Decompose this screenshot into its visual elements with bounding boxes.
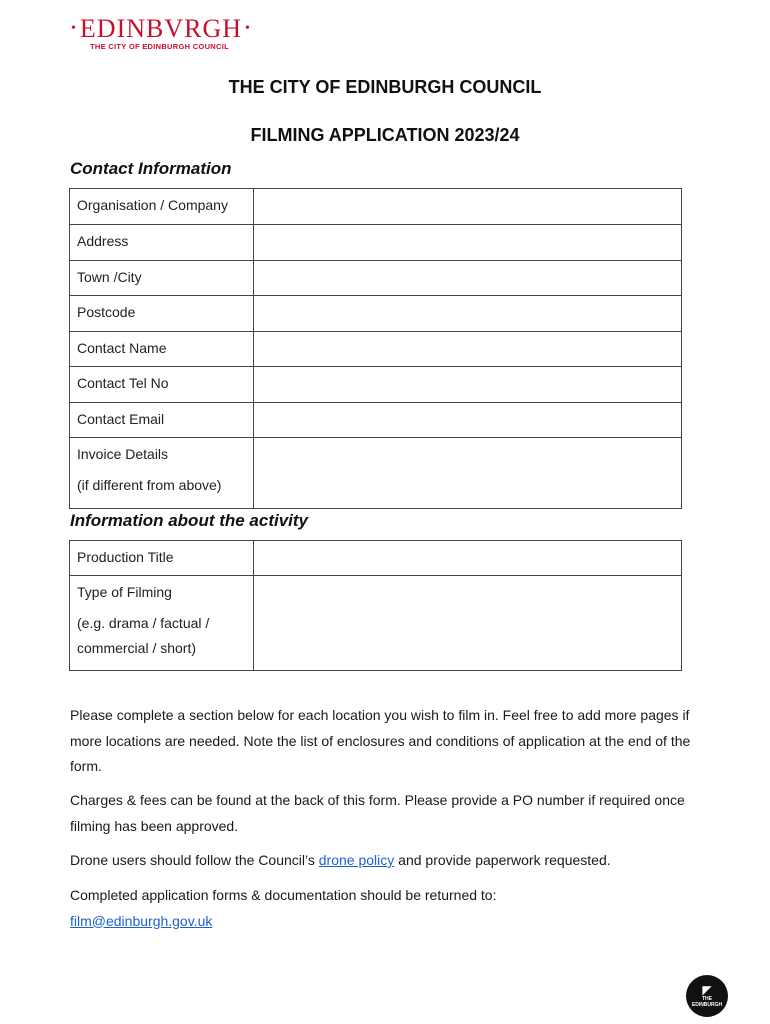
table-row bbox=[70, 261, 682, 296]
row-label: Invoice Details bbox=[77, 446, 169, 462]
row-label: Organisation / Company bbox=[70, 189, 254, 225]
badge-line2: EDINBURGH bbox=[691, 1002, 723, 1008]
logo-dot-left: • bbox=[71, 21, 77, 36]
table-row bbox=[70, 367, 682, 403]
filming-type-label-cell bbox=[70, 576, 254, 671]
contact-email-field[interactable] bbox=[254, 403, 682, 438]
page-subtitle: FILMING APPLICATION 2023/24 bbox=[250, 125, 520, 145]
edinburgh-badge-logo bbox=[686, 975, 728, 1017]
row-label: Contact Tel No bbox=[70, 367, 254, 403]
row-note: (if different from above) bbox=[77, 477, 222, 493]
contact-name-field[interactable] bbox=[254, 332, 682, 367]
town-city-field[interactable] bbox=[254, 261, 682, 296]
production-title-field[interactable] bbox=[254, 541, 682, 576]
page-title: THE CITY OF EDINBURGH COUNCIL bbox=[228, 77, 542, 97]
council-logo bbox=[68, 16, 254, 51]
table-row bbox=[70, 403, 682, 438]
drone-text-after: and provide paperwork requested. bbox=[394, 852, 611, 868]
drone-policy-link[interactable]: drone policy bbox=[318, 852, 395, 868]
table-row bbox=[70, 332, 682, 367]
table-row bbox=[70, 296, 682, 332]
filming-type-field[interactable] bbox=[254, 576, 682, 671]
table-row bbox=[70, 438, 682, 509]
table-row bbox=[70, 541, 682, 576]
row-label: Contact Name bbox=[70, 332, 254, 367]
return-text: Completed application forms & documentation should be returned to: bbox=[70, 887, 497, 903]
contact-section-title: Contact Information bbox=[70, 159, 232, 178]
row-note: commercial / short) bbox=[77, 640, 197, 656]
logo-wordmark-text: EDINBVRGH bbox=[79, 14, 243, 43]
logo-dot-right: • bbox=[245, 21, 251, 36]
row-label: Address bbox=[70, 225, 254, 261]
contact-tel-field[interactable] bbox=[254, 367, 682, 403]
email-link[interactable]: film@edinburgh.gov.uk bbox=[70, 912, 213, 929]
charges-paragraph: Charges & fees can be found at the back of this form. Please provide a PO number if required once filming has been approved. bbox=[70, 792, 685, 834]
row-label: Production Title bbox=[70, 541, 254, 576]
address-field[interactable] bbox=[254, 225, 682, 261]
logo-wordmark bbox=[68, 16, 254, 42]
drone-text-before: Drone users should follow the Council’s bbox=[70, 852, 319, 868]
activity-table bbox=[69, 540, 682, 671]
badge-icon: ◤ bbox=[702, 983, 712, 997]
instructions-paragraph: Please complete a section below for each location you wish to film in. Feel free to add more pages if more locations are needed. Note the list of enclosures and conditions of application at the end of the form. bbox=[70, 707, 691, 774]
activity-section-title: Information about the activity bbox=[70, 511, 309, 530]
logo-subtitle: THE CITY OF EDINBURGH COUNCIL bbox=[90, 42, 229, 51]
postcode-field[interactable] bbox=[254, 296, 682, 332]
organisation-field[interactable] bbox=[254, 189, 682, 225]
row-label: Town /City bbox=[70, 261, 254, 296]
drone-paragraph bbox=[70, 848, 710, 874]
invoice-label-cell bbox=[70, 438, 254, 509]
table-row bbox=[70, 225, 682, 261]
table-row bbox=[70, 189, 682, 225]
contact-table bbox=[69, 188, 682, 509]
row-label: Type of Filming bbox=[77, 584, 172, 600]
badge-line1: THE bbox=[702, 996, 712, 1002]
table-row bbox=[70, 576, 682, 671]
row-label: Postcode bbox=[70, 296, 254, 332]
row-label: Contact Email bbox=[70, 403, 254, 438]
return-paragraph bbox=[70, 883, 710, 934]
invoice-details-field[interactable] bbox=[254, 438, 682, 509]
row-note: (e.g. drama / factual / bbox=[77, 615, 210, 631]
